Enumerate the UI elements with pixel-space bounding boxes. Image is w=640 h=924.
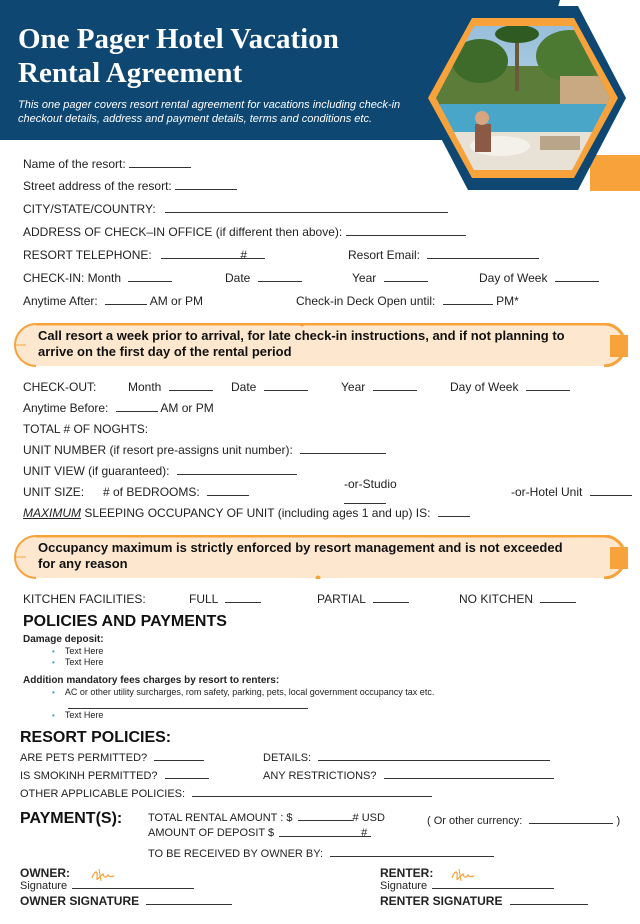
checkin-month-row: [23, 271, 172, 285]
deck-open-group: [296, 294, 519, 308]
maximum-label: MAXIMUM: [23, 506, 81, 520]
owner-label: OWNER:: [20, 866, 70, 880]
checkin-year-field[interactable]: [384, 271, 428, 282]
total-rental-label: TOTAL RENTAL AMOUNT : $: [148, 812, 293, 824]
renter-signature-line-group: [380, 878, 554, 893]
checkin-day-group: [479, 271, 599, 285]
occupancy-row: [23, 506, 470, 520]
details-label: DETAILS:: [263, 752, 312, 764]
callout-late-checkin-text: Call resort a week prior to arrival, for late check-in instructions, and if not planning to arrive on the first day of the rental period: [38, 328, 565, 359]
payments-heading: PAYMENT(S):: [20, 810, 123, 827]
renter-signature-title: RENTER SIGNATURE: [380, 894, 503, 908]
unit-view-label: UNIT VIEW (if guaranteed):: [23, 464, 170, 478]
office-field[interactable]: [346, 225, 466, 236]
resort-name-field[interactable]: [129, 157, 191, 168]
restrictions-field[interactable]: [384, 768, 554, 779]
bullet-icon: •: [52, 647, 55, 656]
smoking-label: IS SMOKINH PERMITTED?: [20, 770, 158, 782]
other-currency-paren: ): [616, 815, 621, 827]
checkout-date-group: [231, 380, 308, 394]
checkout-year-group: [341, 380, 417, 394]
kitchen-full-label: FULL: [189, 592, 218, 606]
deposit-hash: #: [361, 827, 368, 839]
mandatory-item-text: Text Here: [64, 710, 104, 720]
checkout-month-label: Month: [128, 380, 162, 394]
hotel-unit-field[interactable]: [590, 485, 632, 496]
owner-final-signature-field[interactable]: [146, 894, 232, 905]
total-rental-usd: # USD: [352, 812, 385, 824]
unit-number-row: [23, 443, 386, 457]
checkin-year-group: [352, 271, 428, 285]
checkout-date-label: Date: [231, 380, 257, 394]
bedrooms-label: # of BEDROOMS:: [103, 485, 200, 499]
unit-size-label: UNIT SIZE:: [23, 485, 85, 499]
owner-signature-label: Signature: [20, 880, 68, 892]
other-currency-group: [427, 813, 620, 828]
checkin-date-group: [225, 271, 302, 285]
office-label: ADDRESS OF CHECK–IN OFFICE (if different then above):: [23, 225, 343, 239]
callout-occupancy-text: Occupancy maximum is strictly enforced by resort management and is not exceeded for any reason: [38, 540, 563, 571]
other-currency-field[interactable]: [529, 813, 613, 824]
telephone-row: [23, 248, 265, 262]
damage-item-text: Text Here: [64, 657, 104, 667]
street-label: Street address of the resort:: [23, 179, 172, 193]
total-rental-field[interactable]: [298, 810, 353, 821]
deck-open-field[interactable]: [443, 294, 493, 305]
deposit-field[interactable]: [279, 826, 371, 837]
kitchen-full-group: [189, 592, 261, 606]
damage-deposit-label: Damage deposit:: [23, 634, 104, 645]
other-currency-label: ( Or other currency:: [427, 815, 523, 827]
page-title: One Pager Hotel Vacation Rental Agreement: [18, 23, 339, 89]
restrictions-group: [263, 768, 554, 783]
unit-number-label: UNIT NUMBER (if resort pre-assigns unit number):: [23, 443, 293, 457]
anytime-after-row: [23, 294, 203, 308]
total-nights-row: [23, 422, 148, 436]
kitchen-none-group: [459, 592, 576, 606]
checkout-year-label: Year: [341, 380, 366, 394]
deposit-group: [148, 826, 371, 840]
pets-group: [20, 750, 204, 765]
anytime-before-row: [23, 401, 214, 415]
owner-signature-title: OWNER SIGNATURE: [20, 894, 140, 908]
checkout-label: CHECK-OUT:: [23, 380, 97, 394]
occupancy-label: SLEEPING OCCUPANCY OF UNIT (including ages 1 and up) IS:: [81, 506, 431, 520]
kitchen-none-label: NO KITCHEN: [459, 592, 534, 606]
mandatory-fees-label: Addition mandatory fees charges by resort to renters:: [23, 675, 280, 686]
telephone-field[interactable]: [161, 248, 265, 262]
office-row: [23, 225, 466, 239]
studio-label: -or-Studio: [344, 477, 397, 491]
telephone-hash: #: [240, 248, 248, 262]
received-by-group: [148, 846, 494, 861]
checkout-row: [23, 380, 96, 394]
checkin-date-label: Date: [225, 271, 251, 285]
hotel-unit-label: -or-Hotel Unit: [511, 485, 583, 499]
mandatory-item-2: [52, 710, 103, 720]
total-nights-label: TOTAL # OF NOGHTS:: [23, 422, 149, 436]
mandatory-item-text: AC or other utility surcharges, rom safety, parking, pets, local government occupancy tax etc.: [64, 687, 435, 697]
kitchen-label: KITCHEN FACILITIES:: [23, 592, 146, 606]
checkout-day-group: [450, 380, 570, 394]
studio-field[interactable]: [344, 493, 386, 504]
bedrooms-group: [103, 485, 249, 499]
renter-signature-group: [380, 894, 588, 908]
occupancy-field[interactable]: [438, 506, 470, 517]
mandatory-item-1: [52, 687, 434, 697]
checkin-day-field[interactable]: [555, 271, 599, 282]
resort-name-row: [23, 157, 191, 171]
details-group: [263, 750, 550, 765]
checkout-month-field[interactable]: [169, 380, 213, 391]
received-by-label: TO BE RECEIVED BY OWNER BY:: [148, 848, 324, 860]
hotel-unit-group: [511, 485, 632, 499]
damage-item-1: [52, 646, 103, 656]
restrictions-label: ANY RESTRICTIONS?: [263, 770, 377, 782]
owner-signature-field[interactable]: [72, 878, 194, 889]
received-by-field[interactable]: [330, 846, 494, 857]
anytime-before-field[interactable]: [116, 401, 158, 412]
callout-late-checkin: [14, 323, 628, 365]
resort-name-label: Name of the resort:: [23, 157, 126, 171]
page-subtitle: This one pager covers resort rental agreement for vacations including check-in checkout details, address and payment details, terms and conditions etc.: [18, 99, 401, 125]
deck-open-label: Check-in Deck Open until:: [296, 294, 436, 308]
unit-view-row: [23, 464, 297, 478]
total-rental-group: [148, 810, 385, 825]
owner-signature-group: [20, 894, 232, 908]
other-policies-group: [20, 786, 432, 801]
kitchen-partial-label: PARTIAL: [317, 592, 366, 606]
kitchen-partial-group: [317, 592, 409, 606]
anytime-after-ampm: AM or PM: [149, 294, 204, 308]
smoking-group: [20, 768, 209, 783]
renter-signature-field[interactable]: [432, 878, 554, 889]
checkin-month-field[interactable]: [128, 271, 172, 282]
other-policies-label: OTHER APPLICABLE POLICIES:: [20, 788, 186, 800]
unit-number-field[interactable]: [300, 443, 386, 454]
checkin-date-field[interactable]: [258, 271, 302, 282]
city-row: [23, 202, 448, 216]
smoking-field[interactable]: [165, 768, 209, 779]
details-field[interactable]: [318, 750, 550, 761]
policies-heading: POLICIES AND PAYMENTS: [23, 613, 227, 630]
unit-view-field[interactable]: [177, 464, 297, 475]
kitchen-partial-field[interactable]: [373, 592, 409, 603]
email-group: [348, 248, 539, 262]
other-policies-field[interactable]: [192, 786, 432, 797]
city-label: CITY/STATE/COUNTRY:: [23, 202, 156, 216]
deposit-label: AMOUNT OF DEPOSIT $: [148, 827, 275, 839]
anytime-before-label: Anytime Before:: [23, 401, 109, 415]
kitchen-full-field[interactable]: [225, 592, 261, 603]
bedrooms-field[interactable]: [207, 485, 249, 496]
street-field[interactable]: [175, 179, 237, 190]
checkout-date-field[interactable]: [264, 380, 308, 391]
bullet-icon: •: [52, 658, 55, 667]
street-row: [23, 179, 237, 193]
telephone-label: RESORT TELEPHONE:: [23, 248, 152, 262]
damage-item-text: Text Here: [64, 646, 104, 656]
mandatory-fees-field[interactable]: [68, 698, 308, 709]
renter-signature-label: Signature: [380, 880, 428, 892]
email-field[interactable]: [427, 248, 539, 259]
renter-final-signature-field[interactable]: [510, 894, 588, 905]
city-field[interactable]: [165, 202, 448, 213]
checkin-year-label: Year: [352, 271, 377, 285]
bullet-icon: •: [52, 711, 55, 720]
callout-occupancy: [14, 535, 628, 577]
resort-photo-hexagon: [420, 6, 626, 190]
checkout-day-field[interactable]: [526, 380, 570, 391]
resort-policies-heading: RESORT POLICIES:: [20, 729, 172, 746]
checkout-month-group: [128, 380, 213, 394]
anytime-after-label: Anytime After:: [23, 294, 98, 308]
checkin-month-label: CHECK-IN: Month: [23, 271, 122, 285]
anytime-before-ampm: AM or PM: [160, 401, 214, 415]
renter-label: RENTER:: [380, 866, 434, 880]
deck-open-pm: PM*: [496, 294, 519, 308]
studio-group: [344, 477, 397, 491]
checkout-year-field[interactable]: [373, 380, 417, 391]
pets-label: ARE PETS PERMITTED?: [20, 752, 148, 764]
unit-size-row: [23, 485, 84, 499]
bullet-icon: •: [52, 688, 55, 697]
anytime-after-field[interactable]: [105, 294, 147, 305]
owner-signature-line-group: [20, 878, 194, 893]
kitchen-row: [23, 592, 146, 606]
pets-field[interactable]: [154, 750, 204, 761]
checkout-day-label: Day of Week: [450, 380, 519, 394]
kitchen-none-field[interactable]: [540, 592, 576, 603]
checkin-day-label: Day of Week: [479, 271, 548, 285]
damage-item-2: [52, 657, 103, 667]
email-label: Resort Email:: [348, 248, 421, 262]
